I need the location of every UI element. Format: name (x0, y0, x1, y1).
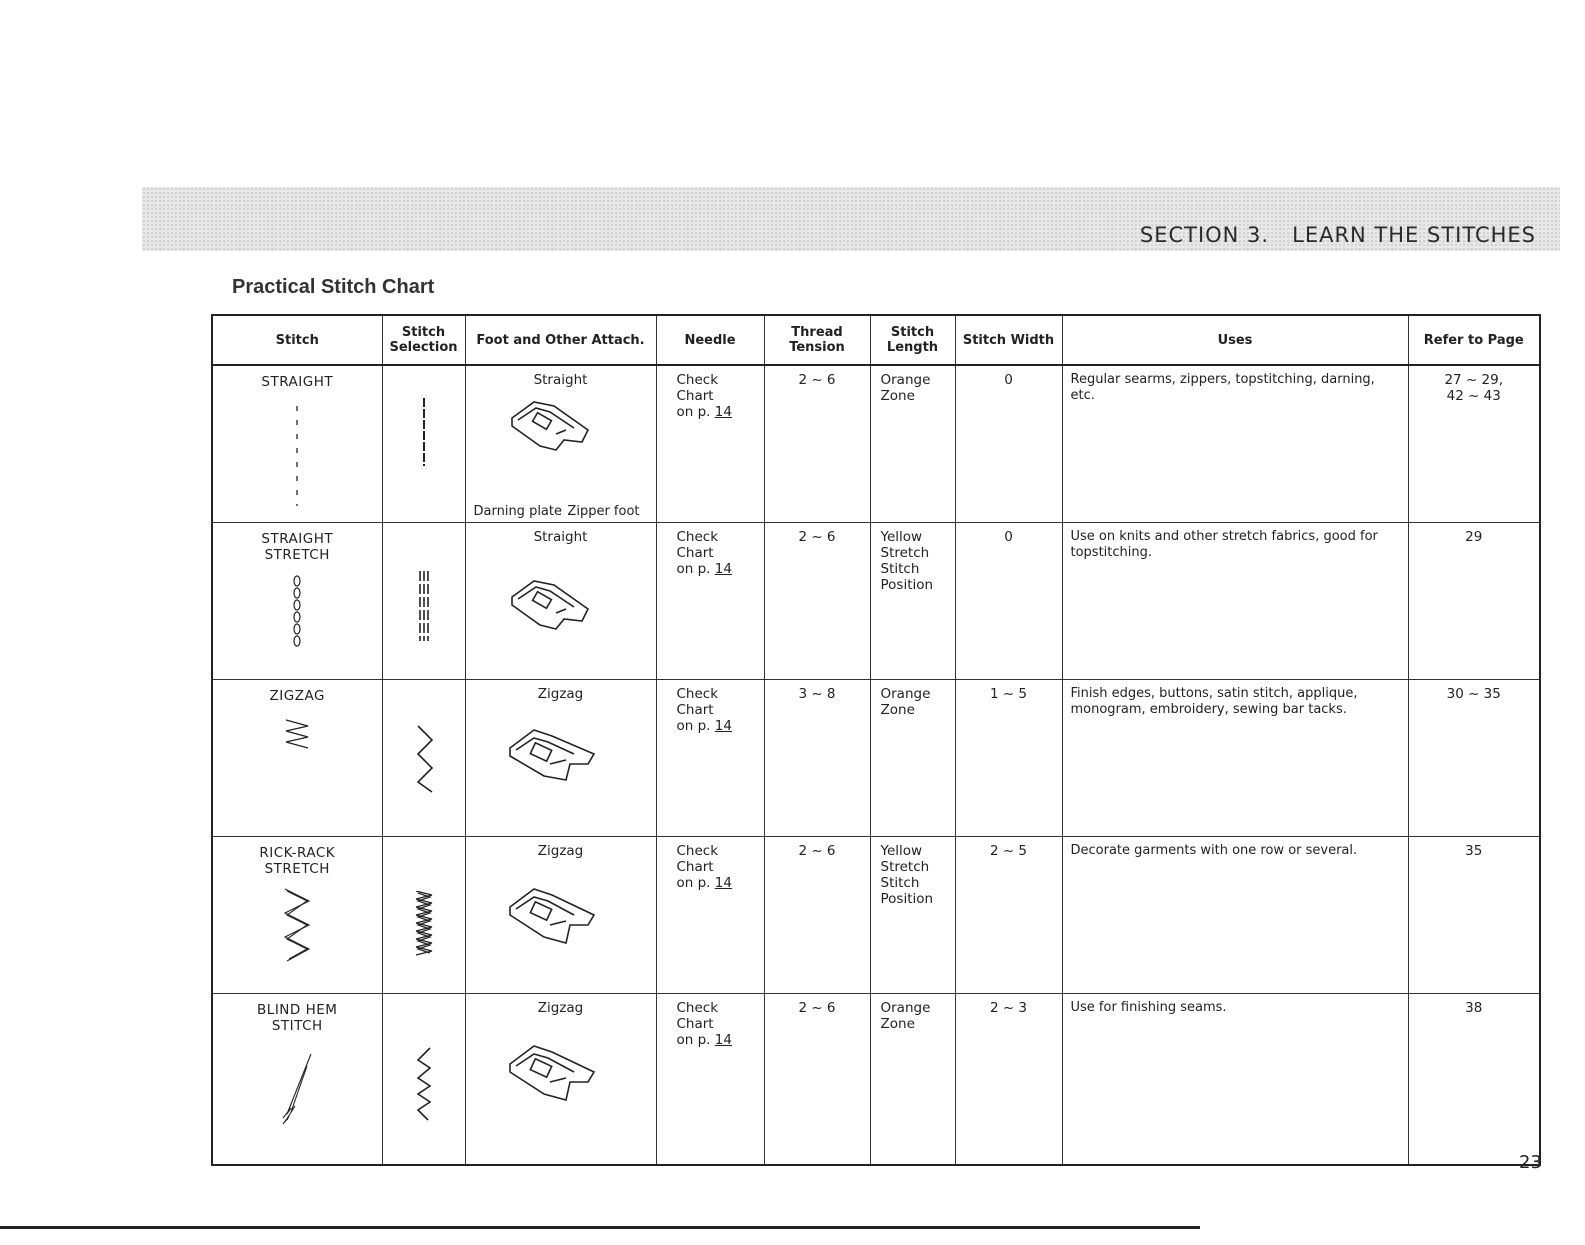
col-header-tension: Thread Tension (764, 315, 870, 365)
rick-rack-icon (213, 887, 382, 967)
col-header-stitch: Stitch (212, 315, 382, 365)
straight-stitch-icon (213, 406, 382, 510)
refer-page: 38 (1465, 999, 1483, 1016)
col-header-selection: Stitch Selection (382, 315, 465, 365)
thread-tension: 2 ~ 6 (798, 372, 836, 388)
uses-text: Regular searms, zippers, topstitching, darning, etc. (1070, 372, 1375, 403)
table-row (212, 836, 1540, 993)
stitch-chart-table (211, 314, 1541, 1166)
needle-info: Check Chart on p. 14 (676, 528, 732, 577)
straight-stretch-icon (213, 575, 382, 651)
header-row (212, 315, 1540, 365)
col-header-needle: Needle (656, 315, 764, 365)
presser-foot-icon (504, 573, 594, 641)
presser-foot-icon (504, 396, 594, 460)
blind-hem-selection-icon (383, 1046, 465, 1126)
refer-page: 30 ~ 35 (1446, 685, 1501, 702)
zipper-foot-label: Zipper foot (567, 504, 640, 519)
stitch-length: Yellow Stretch Stitch Position (880, 528, 934, 593)
stitch-name: ZIGZAG (269, 687, 325, 704)
stretch-selection-icon (383, 571, 465, 647)
stitch-length: Yellow Stretch Stitch Position (880, 842, 934, 907)
stitch-name: BLIND HEM STITCH (257, 1001, 338, 1034)
foot-label: Zigzag (537, 999, 584, 1016)
blind-hem-icon (213, 1046, 382, 1130)
table-row (212, 993, 1540, 1165)
col-header-length: Stitch Length (870, 315, 955, 365)
table-row (212, 522, 1540, 679)
rick-rack-selection-icon (383, 891, 465, 961)
col-header-ref: Refer to Page (1408, 315, 1540, 365)
presser-foot-icon (504, 1038, 600, 1112)
table-row (212, 365, 1540, 522)
refer-page: 27 ~ 29, 42 ~ 43 (1444, 372, 1504, 404)
col-header-uses: Uses (1062, 315, 1408, 365)
stitch-width: 2 ~ 5 (989, 842, 1028, 859)
stitch-length: Orange Zone (880, 685, 931, 718)
section-title: SECTION 3. LEARN THE STITCHES (1139, 223, 1536, 247)
stitch-width: 0 (1004, 528, 1013, 545)
needle-info: Check Chart on p. 14 (676, 372, 732, 420)
col-header-width: Stitch Width (955, 315, 1062, 365)
darning-plate-label: Darning plate (473, 504, 562, 519)
uses-text: Use for finishing seams. (1070, 999, 1227, 1015)
thread-tension: 3 ~ 8 (798, 685, 836, 702)
bottom-rule (0, 1226, 1200, 1229)
foot-label: Zigzag (537, 685, 584, 702)
table-row (212, 679, 1540, 836)
needle-info: Check Chart on p. 14 (676, 999, 732, 1048)
foot-label: Zigzag (537, 842, 584, 859)
presser-foot-icon (504, 881, 600, 955)
refer-page: 35 (1465, 842, 1483, 859)
col-header-foot: Foot and Other Attach. (465, 315, 656, 365)
foot-label: Straight (533, 528, 588, 545)
stitch-name: RICK-RACK STRETCH (259, 844, 336, 877)
stitch-name: STRAIGHT (261, 374, 334, 390)
section-banner (142, 187, 1560, 251)
refer-page: 29 (1465, 528, 1483, 545)
stitch-length: Orange Zone (880, 999, 931, 1032)
stitch-length: Orange Zone (880, 372, 931, 404)
page-number: 23 (1519, 1152, 1542, 1173)
chart-title: Practical Stitch Chart (232, 276, 435, 298)
presser-foot-icon (504, 724, 600, 794)
stitch-width: 0 (1004, 372, 1013, 388)
needle-info: Check Chart on p. 14 (676, 685, 732, 734)
stitch-name: STRAIGHT STRETCH (261, 530, 334, 563)
uses-text: Finish edges, buttons, satin stitch, applique, monogram, embroidery, sewing bar tacks. (1070, 685, 1358, 717)
stitch-width: 2 ~ 3 (989, 999, 1028, 1016)
thread-tension: 2 ~ 6 (798, 842, 836, 859)
foot-label: Straight (533, 372, 588, 388)
zigzag-selection-icon (383, 724, 465, 798)
zigzag-icon (213, 718, 382, 756)
straight-selection-icon (383, 398, 465, 472)
thread-tension: 2 ~ 6 (798, 528, 836, 545)
stitch-width: 1 ~ 5 (989, 685, 1028, 702)
thread-tension: 2 ~ 6 (798, 999, 836, 1016)
uses-text: Use on knits and other stretch fabrics, good for topstitching. (1070, 528, 1378, 560)
needle-info: Check Chart on p. 14 (676, 842, 732, 891)
uses-text: Decorate garments with one row or several. (1070, 842, 1358, 858)
